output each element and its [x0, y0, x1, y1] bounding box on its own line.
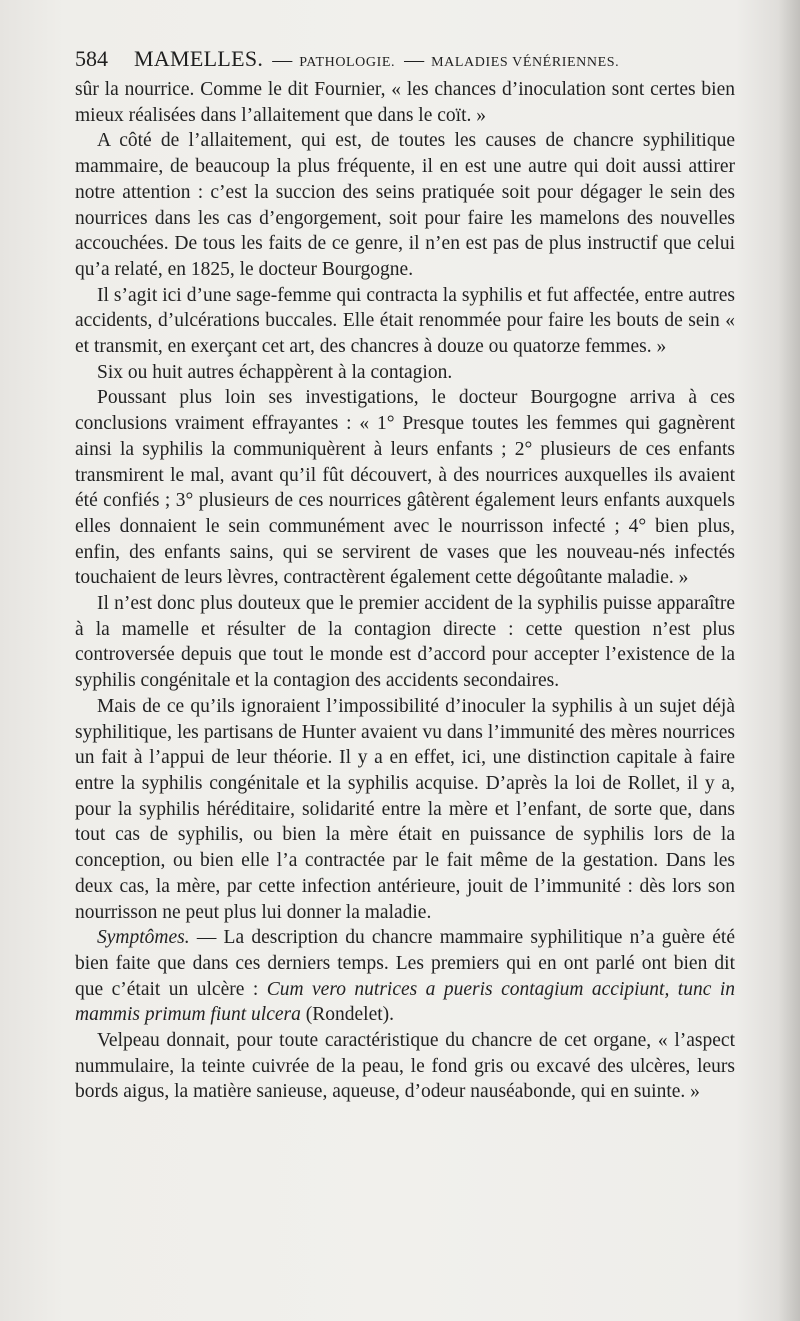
paragraph: [75, 385, 735, 591]
paragraph: [75, 77, 735, 128]
paragraph: [75, 128, 735, 282]
text-segment: Six ou huit autres échappèrent à la contagion.: [97, 361, 453, 383]
italic-text-segment: Symptômes.: [97, 927, 190, 949]
text-segment: sûr la nourrice. Comme le dit Fournier, « les chances d’inoculation sont certes bien mieux réalisées dans l’allaitement que dans le coït. »: [75, 79, 735, 126]
subsection-title: MALADIES VÉNÉRIENNES.: [431, 55, 620, 70]
text-segment: Mais de ce qu’ils ignoraient l’impossibilité d’inoculer la syphilis à un sujet déjà syphilitique, les partisans de Hunter avaient vu dans l’immunité des mères nourrices un fait à l’appui de leur théorie. Il y a en effet, ici, une distinction capitale à faire entre la syphilis congénitale et la syphilis acquise. D’après la loi de Rollet, il y a, pour la syphilis héréditaire, solidarité entre la mère et l’enfant, de sorte que, dans tout cas de syphilis, ou bien la mère était en puissance de syphilis lors de la conception, ou bien elle l’a contractée par le fait même de la gestation. Dans les deux cas, la mère, par cette infection antérieure, jouit de l’immunité : dès lors son nourrisson ne peut plus lui donner la maladie.: [75, 695, 735, 923]
page-number: 584: [75, 46, 108, 71]
text-segment: Poussant plus loin ses investigations, le docteur Bourgogne arriva à ces conclusions vraiment effrayantes : « 1° Presque toutes les femmes qui gagnèrent ainsi la syphilis la communiquèrent à leurs enfants ; 2° plusieurs de ces enfants transmirent le mal, avant qu’il fût découvert, à des nourrices auxquelles ils avaient été confiés ; 3° plusieurs de ces nourrices gâtèrent également leurs enfants auxquels elles donnaient le sein communément avec le nourrisson infecté ; 4° bien plus, enfin, des enfants sains, qui se servirent de vases que les nouveau-nés infectés touchaient de leurs lèvres, contractèrent également cette dégoûtante maladie. »: [75, 387, 735, 589]
paragraph: [75, 694, 735, 925]
paragraph: [75, 283, 735, 360]
section-title: PATHOLOGIE.: [299, 55, 396, 70]
body-text: [75, 77, 735, 1105]
running-head: [75, 44, 735, 74]
text-segment: A côté de l’allaitement, qui est, de toutes les causes de chancre syphilitique mammaire, de beaucoup la plus fréquente, il en est une autre qui doit aussi attirer notre attention : c’est la succion des seins pratiquée soit pour dégager le sein des nourrices dans les cas d’engorgement, soit pour faire les mamelons des nouvelles accouchées. De tous les faits de ce genre, il n’en est pas de plus instructif que celui qu’a relaté, en 1825, le docteur Bourgogne.: [75, 130, 735, 280]
text-segment: — La description du chancre mammaire syphilitique n’a guère été bien faite que dans ces derniers temps. Les premiers qui en ont parlé ont bien dit que c’était un ulcère :: [75, 927, 735, 1000]
header-separator-2: —: [404, 49, 425, 71]
paragraph: [75, 591, 735, 694]
italic-text-segment: Cum vero nutrices a pueris contagium accipiunt, tunc in mammis primum fiunt ulcera: [75, 978, 735, 1026]
paragraph: [75, 1028, 735, 1105]
paragraph: [75, 925, 735, 1028]
header-separator-1: —: [272, 49, 293, 71]
chapter-title: MAMELLES.: [134, 46, 264, 71]
text-segment: Il n’est donc plus douteux que le premier accident de la syphilis puisse apparaître à la mamelle et résulter de la contagion directe : cette question n’est plus controversée depuis que tout le monde est d’accord pour accepter l’existence de la syphilis congénitale et la contagion des accidents secondaires.: [75, 593, 735, 692]
paragraph: [75, 360, 735, 386]
text-segment: Velpeau donnait, pour toute caractéristique du chancre de cet organe, « l’aspect nummulaire, la teinte cuivrée de la peau, le fond gris ou excavé des ulcères, leurs bords aigus, la matière sanieuse, aqueuse, d’odeur nauséabonde, qui en suinte. »: [75, 1030, 735, 1103]
text-segment: Il s’agit ici d’une sage-femme qui contracta la syphilis et fut affectée, entre autres accidents, d’ulcérations buccales. Elle était renommée pour faire les bouts de sein « et transmit, en exerçant cet art, des chancres à douze ou quatorze femmes. »: [75, 284, 735, 358]
text-segment: (Rondelet).: [300, 1004, 395, 1026]
